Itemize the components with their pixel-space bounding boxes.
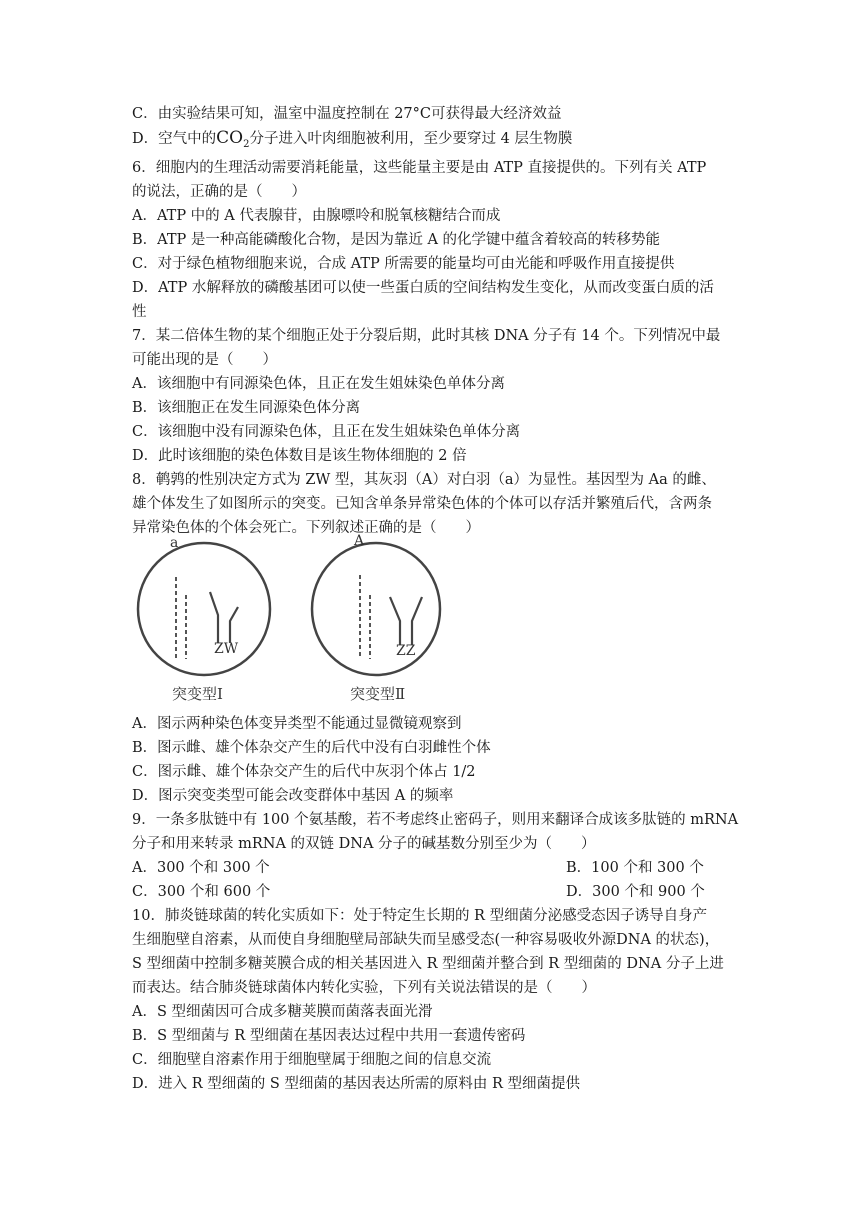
q9-option-a: A．300 个和 300 个 (132, 860, 270, 876)
q8-stem-line1: 8．鹌鹑的性别决定方式为 ZW 型，其灰羽（A）对白羽（a）为显性。基因型为 Aa 的雌、 (132, 472, 716, 488)
q7-stem-line1: 7．某二倍体生物的某个细胞正处于分裂后期，此时其核 DNA 分子有 14 个。下列情况中最 (132, 328, 721, 344)
cell-1-gene-label: a (170, 535, 179, 551)
q8-option-b: B．图示雌、雄个体杂交产生的后代中没有白羽雌性个体 (132, 740, 491, 756)
cell-2-caption: 突变型Ⅱ (350, 685, 406, 703)
cell-1-sex-chromosome-label: ZW (214, 641, 239, 657)
cell-1-sex-chrom-left (210, 592, 218, 643)
q9-options-row1 (132, 857, 732, 879)
q6-option-b: B．ATP 是一种高能磷酸化合物，是因为靠近 A 的化学键中蕴含着较高的转移势能 (132, 232, 661, 248)
q6-option-c: C．对于绿色植物细胞来说，合成 ATP 所需要的能量均可由光能和呼吸作用直接提供 (132, 256, 675, 272)
q10-option-c: C．细胞壁自溶素作用于细胞壁属于细胞之间的信息交流 (132, 1052, 492, 1068)
q9-option-b: B．100 个和 300 个 (566, 860, 704, 876)
q9-options-row2 (132, 881, 732, 903)
q7-option-d: D．此时该细胞的染色体数目是该生物体细胞的 2 倍 (132, 448, 467, 464)
q6-stem-line2: 的说法，正确的是（ ） (132, 184, 306, 200)
q6-option-d-line1: D．ATP 水解释放的磷酸基团可以使一些蛋白质的空间结构发生变化，从而改变蛋白质的活 (132, 280, 714, 296)
q10-option-a: A．S 型细菌因可合成多糖荚膜而菌落表面光滑 (132, 1004, 433, 1020)
q7-option-a: A．该细胞中有同源染色体，且正在发生姐妹染色单体分离 (132, 376, 505, 392)
q9-option-c: C．300 个和 600 个 (132, 884, 271, 900)
q8-stem-line3: 异常染色体的个体会死亡。下列叙述正确的是（ ） (132, 520, 480, 536)
cell-2-sex-chrom-right (412, 597, 422, 645)
figure-drawing (132, 537, 452, 707)
q7-option-b: B．该细胞正在发生同源染色体分离 (132, 400, 361, 416)
q6-option-a: A．ATP 中的 A 代表腺苷，由腺嘌呤和脱氧核糖结合而成 (132, 208, 501, 224)
q7-stem-line2: 可能出现的是（ ） (132, 352, 277, 368)
cell-1-membrane (138, 543, 270, 675)
q5-option-c: C．由实验结果可知，温室中温度控制在 27°C可获得最大经济效益 (132, 106, 562, 122)
q8-option-c: C．图示雌、雄个体杂交产生的后代中灰羽个体占 1/2 (132, 764, 476, 780)
q5d-prefix: D．空气中的 (132, 131, 217, 147)
cell-2-sex-chromosome-label: ZZ (396, 643, 416, 659)
q8-option-a: A．图示两种染色体变异类型不能通过显微镜观察到 (132, 716, 462, 732)
q8-option-d: D．图示突变类型可能会改变群体中基因 A 的频率 (132, 788, 454, 804)
cell-2-membrane (312, 543, 440, 675)
q10-stem-line2: 生细胞壁自溶素，从而使自身细胞壁局部缺失而呈感受态(一种容易吸收外源DNA 的状态)， (132, 932, 720, 948)
cell-1-sex-chrom-right (230, 607, 238, 643)
q10-stem-line1: 10．肺炎链球菌的转化实质如下：处于特定生长期的 R 型细菌分泌感受态因子诱导自身产 (132, 908, 708, 924)
q6-option-d-line2: 性 (132, 304, 147, 320)
q7-option-c: C．该细胞中没有同源染色体，且正在发生姐妹染色单体分离 (132, 424, 521, 440)
q8-stem-line2: 雄个体发生了如图所示的突变。已知含单条异常染色体的个体可以存活并繁殖后代，含两条 (132, 496, 712, 512)
co2-formula: CO (216, 128, 244, 148)
cell-2-sex-chrom-left (390, 597, 400, 645)
co2-subscript: 2 (243, 138, 250, 150)
q9-option-d: D．300 个和 900 个 (566, 884, 705, 900)
q9-stem-line2: 分子和用来转录 mRNA 的双链 DNA 分子的碱基数分别至少为（ ） (132, 836, 596, 852)
q5-option-d (132, 127, 732, 156)
cell-2-gene-label: A (354, 533, 365, 549)
q10-option-b: B．S 型细菌与 R 型细菌在基因表达过程中共用一套遗传密码 (132, 1028, 526, 1044)
q10-option-d: D．进入 R 型细菌的 S 型细菌的基因表达所需的原料由 R 型细菌提供 (132, 1076, 581, 1092)
chromosome-mutation-figure (132, 533, 452, 707)
cell-1-caption: 突变型Ⅰ (172, 685, 223, 703)
q9-stem-line1: 9．一条多肽链中有 100 个氨基酸，若不考虑终止密码子，则用来翻译合成该多肽链的 mRNA (132, 812, 739, 828)
q5d-suffix: 分子进入叶肉细胞被利用，至少要穿过 4 层生物膜 (249, 131, 573, 147)
q10-stem-line4: 而表达。结合肺炎链球菌体内转化实验，下列有关说法错误的是（ ） (132, 980, 596, 996)
q6-stem-line1: 6．细胞内的生理活动需要消耗能量，这些能量主要是由 ATP 直接提供的。下列有关 ATP (132, 160, 707, 176)
q10-stem-line3: S 型细菌中控制多糖荚膜合成的相关基因进入 R 型细菌并整合到 R 型细菌的 DNA 分子上进 (132, 956, 724, 972)
